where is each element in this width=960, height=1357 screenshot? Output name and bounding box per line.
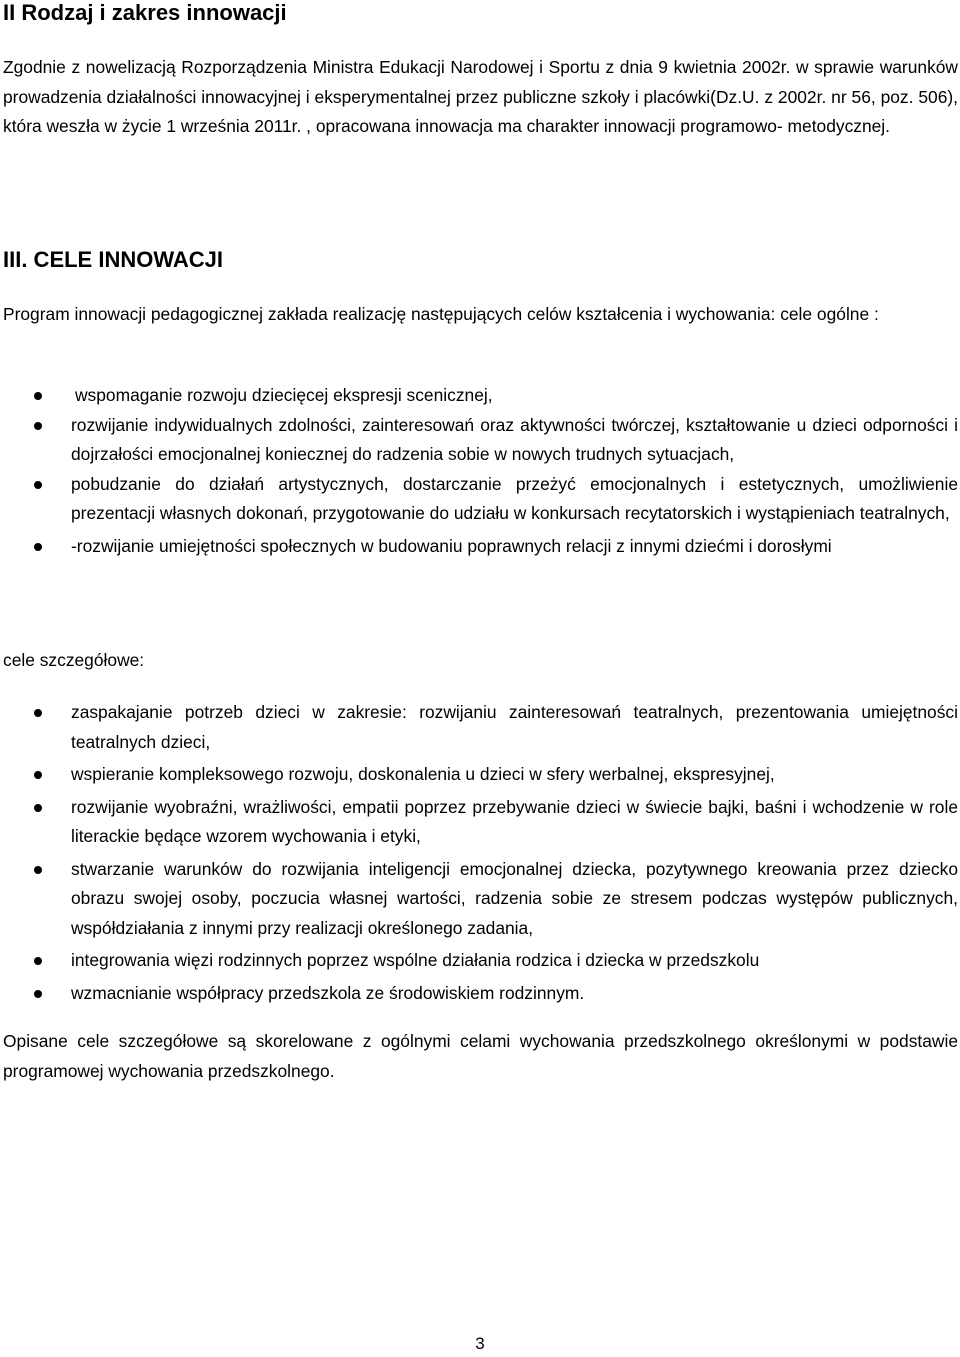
bullet-icon <box>34 990 42 998</box>
list-item <box>0 979 960 1009</box>
list-item-text: stwarzanie warunków do rozwijania inteligencji emocjonalnej dziecka, pozytywnego kreowania przez dziecko obrazu swojej osoby, poczucia własnej wartości, radzenia sobie ze stresem podczas występów publicznych, współdziałania z innymi przy realizacji określonego zadania, <box>71 858 958 938</box>
general-goals-list <box>0 381 960 561</box>
bullet-icon <box>34 804 42 812</box>
specific-goals-list <box>0 698 960 1008</box>
list-item <box>0 698 960 757</box>
list-item-text: rozwijanie wyobraźni, wrażliwości, empatii poprzez przebywanie dzieci w świecie bajki, baśni i wchodzenie w role literackie będące wzorem wychowania i etyki, <box>71 796 958 846</box>
list-item-text: wspieranie kompleksowego rozwoju, doskonalenia u dzieci w sfery werbalnej, ekspresyjnej, <box>71 764 775 784</box>
section-iii-heading: III. CELE INNOWACJI <box>3 247 224 272</box>
goals-intro-paragraph: Program innowacji pedagogicznej zakłada realizację następujących celów kształcenia i wychowania: cele ogólne : <box>3 304 879 324</box>
bullet-icon <box>34 481 42 489</box>
bullet-icon <box>34 709 42 717</box>
list-item-text: zaspakajanie potrzeb dzieci w zakresie: rozwijaniu zainteresowań teatralnych, prezentowania umiejętności teatralnych dzieci, <box>71 702 958 752</box>
bullet-icon <box>34 957 42 965</box>
list-item-text: rozwijanie indywidualnych zdolności, zainteresowań oraz aktywności twórczej, kształtowanie u dzieci odporności i dojrzałości emocjonalnej koniecznej do radzenia sobie w nowych trudnych sytuacjach, <box>71 414 958 464</box>
page-number: 3 <box>475 1334 485 1353</box>
list-item <box>0 855 960 944</box>
list-item-text: pobudzanie do działań artystycznych, dostarczanie przeżyć emocjonalnych i estetycznych, umożliwienie prezentacji własnych dokonań, przygotowanie do udziału w konkursach recytatorskich i wystąpieniach teatralnych, <box>71 473 958 523</box>
closing-paragraph: Opisane cele szczegółowe są skorelowane z ogólnymi celami wychowania przedszkolnego określonymi w podstawie programowej wychowania przedszkolnego. <box>3 1031 958 1081</box>
list-item <box>0 760 960 790</box>
list-item-text: -rozwijanie umiejętności społecznych w budowaniu poprawnych relacji z innymi dziećmi i dorosłymi <box>71 535 832 556</box>
bullet-icon <box>34 771 42 779</box>
list-item-text: integrowania więzi rodzinnych poprzez wspólne działania rodzica i dziecka w przedszkolu <box>71 950 760 970</box>
list-item <box>0 532 960 562</box>
list-item <box>0 793 960 852</box>
bullet-icon <box>34 392 42 400</box>
bullet-icon <box>34 866 42 874</box>
section-ii-paragraph: Zgodnie z nowelizacją Rozporządzenia Ministra Edukacji Narodowej i Sportu z dnia 9 kwietnia 2002r. w sprawie warunków prowadzenia działalności innowacyjnej i eksperymentalnej przez publiczne szkoły i placówki(Dz.U. z 2002r. nr 56, poz. 506), która weszła w życie 1 września 2011r. , opracowana innowacja ma charakter innowacji programowo- metodycznej. <box>3 57 958 136</box>
list-item-text: wzmacnianie współpracy przedszkola ze środowiskiem rodzinnym. <box>71 982 585 1003</box>
list-item <box>0 470 960 529</box>
list-item-text: wspomaganie rozwoju dziecięcej ekspresji scenicznej, <box>75 385 493 405</box>
bullet-icon <box>34 422 42 430</box>
specific-goals-label: cele szczegółowe: <box>3 650 145 670</box>
section-ii-heading: II Rodzaj i zakres innowacji <box>3 0 287 25</box>
list-item <box>0 411 960 470</box>
bullet-icon <box>34 543 42 551</box>
list-item <box>0 946 960 976</box>
list-item <box>0 381 960 411</box>
